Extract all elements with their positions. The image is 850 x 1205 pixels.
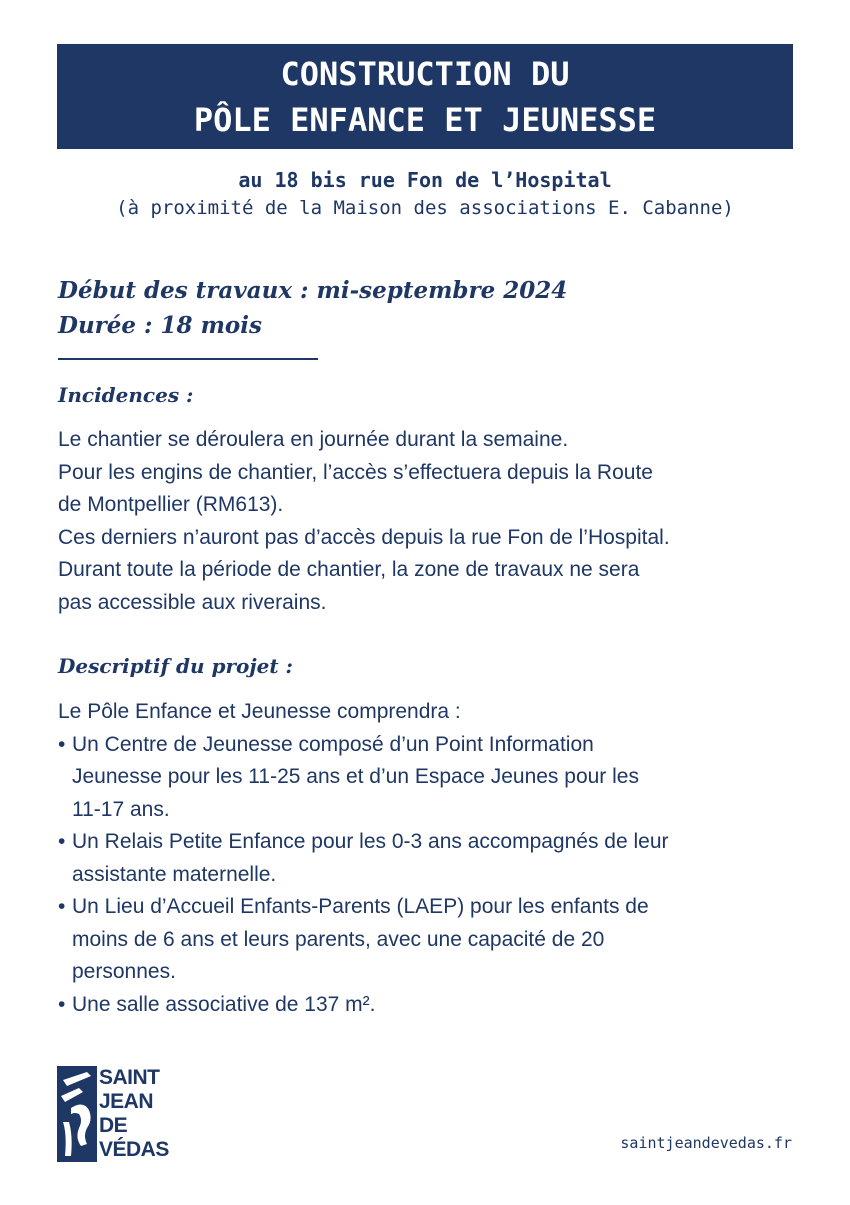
title-banner xyxy=(57,44,793,149)
incidences-line: Ces derniers n’auront pas d’accès depuis la rue Fon de l’Hospital. xyxy=(58,525,670,549)
incidences-line: pas accessible aux riverains. xyxy=(58,590,327,614)
project-intro: Le Pôle Enfance et Jeunesse comprendra : xyxy=(58,700,461,723)
logo-word: VÉDAS xyxy=(99,1138,169,1161)
project-heading: Descriptif du projet : xyxy=(58,654,293,678)
list-item xyxy=(58,989,798,1022)
incidences-line: Pour les engins de chantier, l’accès s’effectuera depuis la Route xyxy=(58,460,653,484)
logo-word: JEAN xyxy=(99,1090,154,1113)
list-item-line: assistante maternelle. xyxy=(72,862,277,886)
project-text xyxy=(58,696,798,1021)
divider xyxy=(58,358,318,360)
saint-jean-de-vedas-logo xyxy=(57,1066,177,1162)
profile-emblem-icon xyxy=(57,1066,97,1162)
works-duration: Durée : 18 mois xyxy=(58,312,262,339)
title-line-1: CONSTRUCTION DU xyxy=(280,54,570,93)
address-block xyxy=(0,166,850,222)
list-item-line: • Un Relais Petite Enfance pour les 0-3 ans accompagnés de leur xyxy=(72,830,669,853)
schedule-block xyxy=(58,273,567,343)
logo-text xyxy=(99,1066,169,1162)
list-item xyxy=(58,826,798,891)
logo-word: DE xyxy=(99,1114,128,1137)
list-item-line: • Une salle associative de 137 m². xyxy=(72,992,376,1016)
works-start: Début des travaux : mi-septembre 2024 xyxy=(58,277,568,304)
incidences-text xyxy=(58,424,798,619)
list-item-line: • Un Lieu d’Accueil Enfants-Parents (LAEP) pour les enfants de xyxy=(72,895,649,918)
list-item-line: moins de 6 ans et leurs parents, avec une capacité de 20 xyxy=(72,927,605,951)
incidences-line: Durant toute la période de chantier, la zone de travaux ne sera xyxy=(58,558,640,581)
incidences-line: Le chantier se déroulera en journée durant la semaine. xyxy=(58,428,569,451)
website-url: saintjeandevedas.fr xyxy=(620,1134,792,1152)
list-item xyxy=(58,891,798,989)
list-item-line: • Un Centre de Jeunesse composé d’un Point Information xyxy=(72,732,594,756)
incidences-line: de Montpellier (RM613). xyxy=(58,493,284,516)
project-list xyxy=(58,729,798,1022)
address-proximity: (à proximité de la Maison des associations E. Cabanne) xyxy=(116,197,734,219)
incidences-heading: Incidences : xyxy=(58,383,194,407)
title-line-2: PÔLE ENFANCE ET JEUNESSE xyxy=(193,100,657,139)
list-item-line: Jeunesse pour les 11-25 ans et d’un Espace Jeunes pour les xyxy=(72,765,639,788)
list-item-line: 11-17 ans. xyxy=(72,797,170,821)
list-item xyxy=(58,729,798,827)
address-street: au 18 bis rue Fon de l’Hospital xyxy=(238,168,612,192)
list-item-line: personnes. xyxy=(72,960,176,983)
logo-word: SAINT xyxy=(99,1066,160,1089)
